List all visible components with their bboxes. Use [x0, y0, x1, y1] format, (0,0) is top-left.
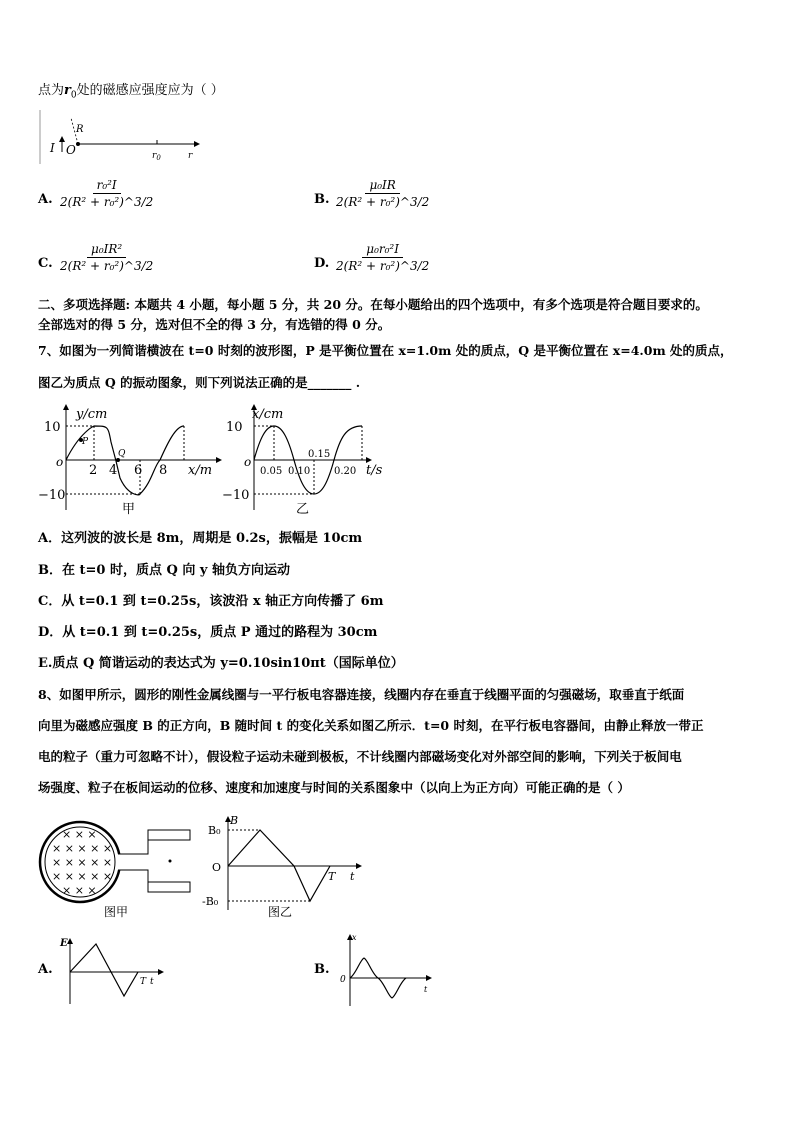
q8-opt-a-y-arrow	[67, 938, 73, 944]
q7-vib-tick-010: 0.10	[288, 466, 311, 477]
q6-option-b-label: B.	[314, 192, 330, 207]
q6-option-c-formula	[60, 238, 153, 273]
q8-opt-b-xlabel: t	[424, 985, 428, 994]
q8-bt-negb0: -B₀	[202, 895, 219, 908]
q6-option-a-num: r₀²I	[93, 178, 121, 194]
q6-option-b-formula	[336, 174, 429, 209]
q8-option-b-graph	[336, 930, 436, 1008]
q7-vib-tick-015: 0.15	[308, 449, 331, 460]
q6-option-a-formula	[60, 174, 153, 209]
q6-stem-suffix: 处的磁感应强度应为（ ）	[76, 83, 224, 98]
q8-opt-a-T: T	[140, 977, 147, 987]
q7-option-b: B．在 t=0 时，质点 Q 向 y 轴负方向运动	[38, 563, 290, 578]
q7-wave-q-label: Q	[118, 449, 126, 459]
q6-option-c-num: μ₀IR²	[87, 242, 126, 258]
q6-figure-current-arrowhead	[59, 136, 65, 142]
q8-bt-origin: O	[212, 861, 222, 874]
q6-figure-r0-label: $r_0$	[152, 151, 161, 162]
q8-coil-figure	[38, 818, 208, 922]
q6-option-b-den: 2(R² + r₀²)^3/2	[336, 195, 430, 209]
q7-option-a: A．这列波的波长是 8m，周期是 0.2s，振幅是 10cm	[38, 531, 363, 546]
q8-option-b-label: B.	[314, 962, 330, 977]
q6-stem-prefix: 点为	[38, 83, 65, 98]
q6-figure-r-label: r	[188, 151, 193, 161]
q8-line2: 向里为磁感应强度 B 的正方向，B 随时间 t 的变化关系如图乙所示．t=0 时刻，在平行板电容器间，由静止释放一带正	[38, 718, 704, 733]
q8-bt-ylabel: B	[230, 814, 239, 827]
q7-vib-ytop: 10	[226, 420, 243, 435]
q6-figure	[36, 108, 206, 166]
svg-text:× × ×: × × ×	[62, 884, 97, 897]
q8-wire-top	[118, 836, 148, 854]
q7-vibration-figure	[222, 402, 396, 518]
q8-bt-b0: B₀	[208, 824, 221, 837]
svg-text:× × × × ×: × × × × ×	[52, 856, 113, 869]
q7-wave-ylabel: y/cm	[76, 407, 108, 422]
q8-coil-caption: 图甲	[104, 905, 129, 919]
q7-vib-tick-005: 0.05	[260, 466, 283, 477]
q7-wave-xlabel: x/m	[188, 463, 213, 478]
q7-wave-ybot: −10	[38, 488, 66, 503]
q8-option-a-graph	[58, 936, 168, 1008]
q7-wave-tick-8: 8	[159, 463, 168, 478]
q8-line3: 电的粒子（重力可忽略不计），假设粒子运动未碰到极板，不计线圈内部磁场变化对外部空间的影响，下列关于板间电	[38, 749, 682, 764]
q7-option-c: C．从 t=0.1 到 t=0.25s，该波沿 x 轴正方向传播了 6m	[38, 594, 384, 609]
q7-wave-figure	[36, 402, 226, 518]
q8-bt-caption: 图乙	[268, 905, 293, 919]
q6-option-c-label: C.	[38, 256, 53, 271]
section2-line1: 二、多项选择题: 本题共 4 小题，每小题 5 分，共 20 分。在每小题给出的四个选项中，有多个选项是符合题目要求的。	[38, 297, 708, 312]
q6-option-c-den: 2(R² + r₀²)^3/2	[60, 259, 154, 273]
q6-stem-var: r	[64, 83, 71, 98]
q7-vib-caption: 乙	[296, 502, 310, 517]
q8-line1: 8、如图甲所示，圆形的刚性金属线圈与一平行板电容器连接，线圈内存在垂直于线圈平面的匀强磁场，取垂直于纸面	[38, 687, 685, 702]
q8-particle	[169, 860, 172, 863]
q6-option-a-den: 2(R² + r₀²)^3/2	[60, 195, 154, 209]
q8-bt-x-arrow	[356, 863, 362, 869]
q7-wave-tick-4: 4	[109, 463, 118, 478]
q6-option-b-num: μ₀IR	[365, 178, 399, 194]
q7-wave-x-arrow	[216, 457, 222, 463]
q7-vib-origin: o	[244, 455, 252, 469]
q7-vib-ylabel: x/cm	[252, 407, 284, 422]
q8-opt-b-ylabel: x	[352, 933, 357, 942]
q6-option-d-num: μ₀r₀²I	[362, 242, 403, 258]
q7-vib-tick-020: 0.20	[334, 466, 357, 477]
q8-line4: 场强度、粒子在板间运动的位移、速度和加速度与时间的关系图象中（以向上为正方向）可能正确的是（ ）	[38, 780, 630, 795]
q7-wave-tick-2: 2	[89, 463, 98, 478]
q6-option-d-formula	[336, 238, 429, 273]
svg-text:× × × × ×: × × × × ×	[52, 842, 113, 855]
q8-coil-field	[52, 828, 112, 897]
svg-text:× × × × ×: × × × × ×	[52, 870, 113, 883]
q6-stem-sub: 0	[70, 90, 77, 101]
q8-wire-bottom	[118, 870, 148, 886]
q7-wave-p-label: P	[82, 437, 89, 447]
q7-line1: 7、如图为一列简谐横波在 t=0 时刻的波形图，P 是平衡位置在 x=1.0m 处的质点，Q 是平衡位置在 x=4.0m 处的质点，	[38, 343, 733, 358]
q6-figure-I-label: I	[50, 141, 55, 155]
q6-option-d-den: 2(R² + r₀²)^3/2	[336, 259, 430, 273]
q8-option-a-label: A.	[38, 962, 53, 977]
q8-opt-a-curve	[70, 944, 138, 996]
q8-bt-T: T	[328, 870, 336, 883]
q7-wave-y-arrow	[63, 404, 69, 410]
q8-opt-a-x-arrow	[158, 969, 164, 975]
q8-opt-a-xlabel: t	[150, 977, 154, 987]
q7-line2: 图乙为质点 Q 的振动图象，则下列说法正确的是_______ .	[38, 375, 361, 390]
q8-plate-bottom	[148, 882, 190, 892]
q8-bt-figure	[200, 812, 370, 922]
q7-option-e: E.质点 Q 简谐运动的表达式为 y=0.10sin10πt（国际单位）	[38, 656, 404, 671]
q6-figure-R-label: R	[76, 124, 84, 135]
q8-bt-xlabel: t	[350, 870, 355, 883]
q6-stem	[38, 82, 224, 105]
q8-plate-top	[148, 830, 190, 840]
q6-figure-O-label: O	[66, 143, 76, 157]
section2-line2: 全部选对的得 5 分，选对但不全的得 3 分，有选错的得 0 分。	[38, 317, 391, 332]
q6-figure-axis-arrow	[194, 141, 200, 147]
q7-wave-caption: 甲	[122, 502, 136, 517]
q8-coil-gap	[117, 854, 127, 870]
q8-opt-a-ylabel: E	[60, 938, 68, 949]
q6-option-a-label: A.	[38, 192, 53, 207]
q7-wave-origin: o	[56, 455, 64, 469]
q8-opt-b-x-arrow	[426, 975, 432, 981]
q7-wave-ytop: 10	[44, 420, 61, 435]
svg-text:× × ×: × × ×	[62, 828, 97, 841]
q7-option-d: D．从 t=0.1 到 t=0.25s，质点 P 通过的路程为 30cm	[38, 625, 378, 640]
q6-option-d-label: D.	[314, 256, 330, 271]
q7-wave-tick-6: 6	[134, 463, 143, 478]
q7-vib-ybot: −10	[222, 488, 250, 503]
q7-vib-xlabel: t/s	[366, 463, 383, 478]
q8-opt-b-origin: 0	[340, 975, 346, 985]
